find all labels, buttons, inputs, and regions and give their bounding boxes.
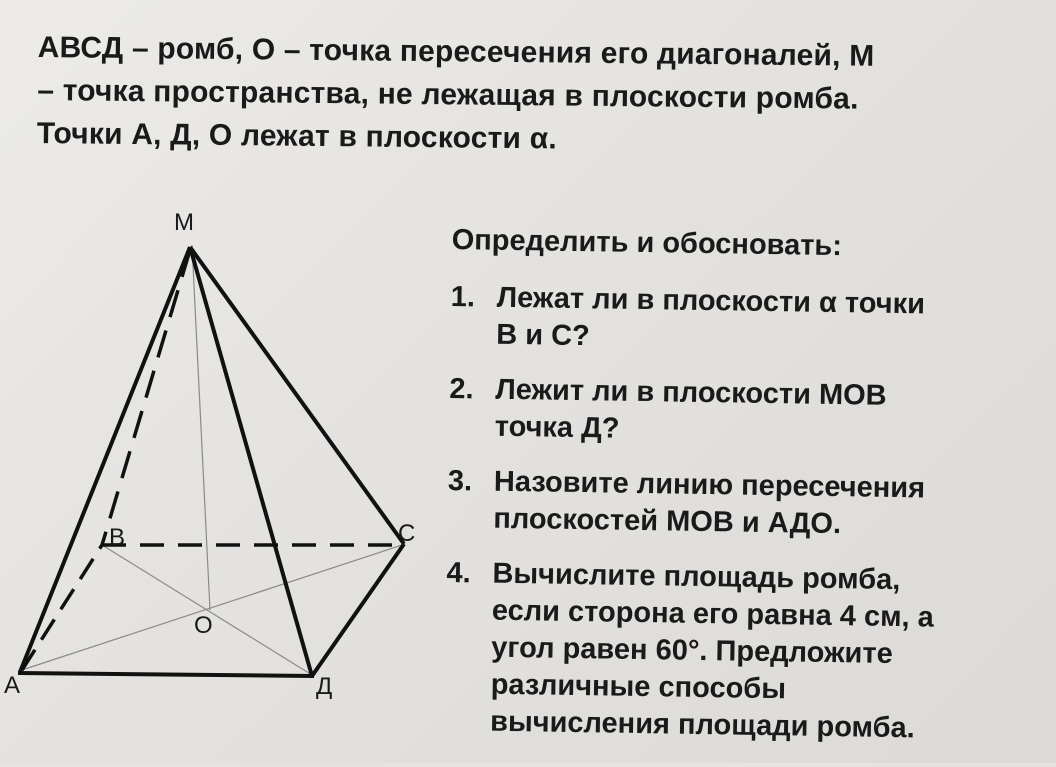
- task-number: 2.: [449, 372, 474, 406]
- tasks-heading: Определить и обосновать:: [451, 223, 843, 263]
- task-number: 3.: [447, 464, 473, 498]
- edge-ad: [18, 673, 314, 676]
- problem-statement: [37, 26, 1038, 165]
- tasks-block: [444, 222, 1042, 767]
- vertex-label-b: В: [109, 524, 126, 551]
- vertex-label-d: Д: [316, 673, 333, 700]
- task-text: Лежит ли в плоскости МОВ точка Д?: [494, 373, 887, 445]
- diagonal-ac: [22, 545, 402, 670]
- problem-line-1: АВСД – ромб, О – точка пересечения его диагоналей, М: [37, 30, 875, 73]
- vertex-label-m: М: [174, 209, 194, 236]
- pyramid-figure: [0, 200, 440, 720]
- task-item-3: [447, 463, 1038, 546]
- vertex-label-a: А: [4, 672, 21, 699]
- edge-mb-hidden: [102, 250, 190, 545]
- pyramid-diagram: [0, 200, 440, 720]
- problem-line-2: – точка пространства, не лежащая в плоскости ромба.: [37, 73, 859, 116]
- task-text: Вычислите площадь ромба, если сторона его равна 4 см, а угол равен 60°. Предложите различные способы вычисления площади ромба.: [489, 557, 935, 745]
- edge-ma: [20, 247, 190, 672]
- vertex-label-o: О: [194, 612, 213, 639]
- task-text: Лежат ли в плоскости α точки В и С?: [495, 281, 926, 353]
- vertex-label-c: С: [398, 520, 416, 547]
- edge-dc: [312, 544, 404, 676]
- task-number: 4.: [446, 556, 471, 590]
- edge-mc: [190, 247, 404, 544]
- problem-line-3: Точки А, Д, О лежат в плоскости α.: [36, 116, 558, 156]
- height-mo: [192, 245, 210, 610]
- task-item-1: [450, 279, 1041, 362]
- task-item-4: [444, 555, 1037, 749]
- task-number: 1.: [450, 280, 476, 314]
- task-item-2: [448, 371, 1039, 454]
- task-text: Назовите линию пересечения плоскостей МОВ и АДО.: [493, 465, 926, 541]
